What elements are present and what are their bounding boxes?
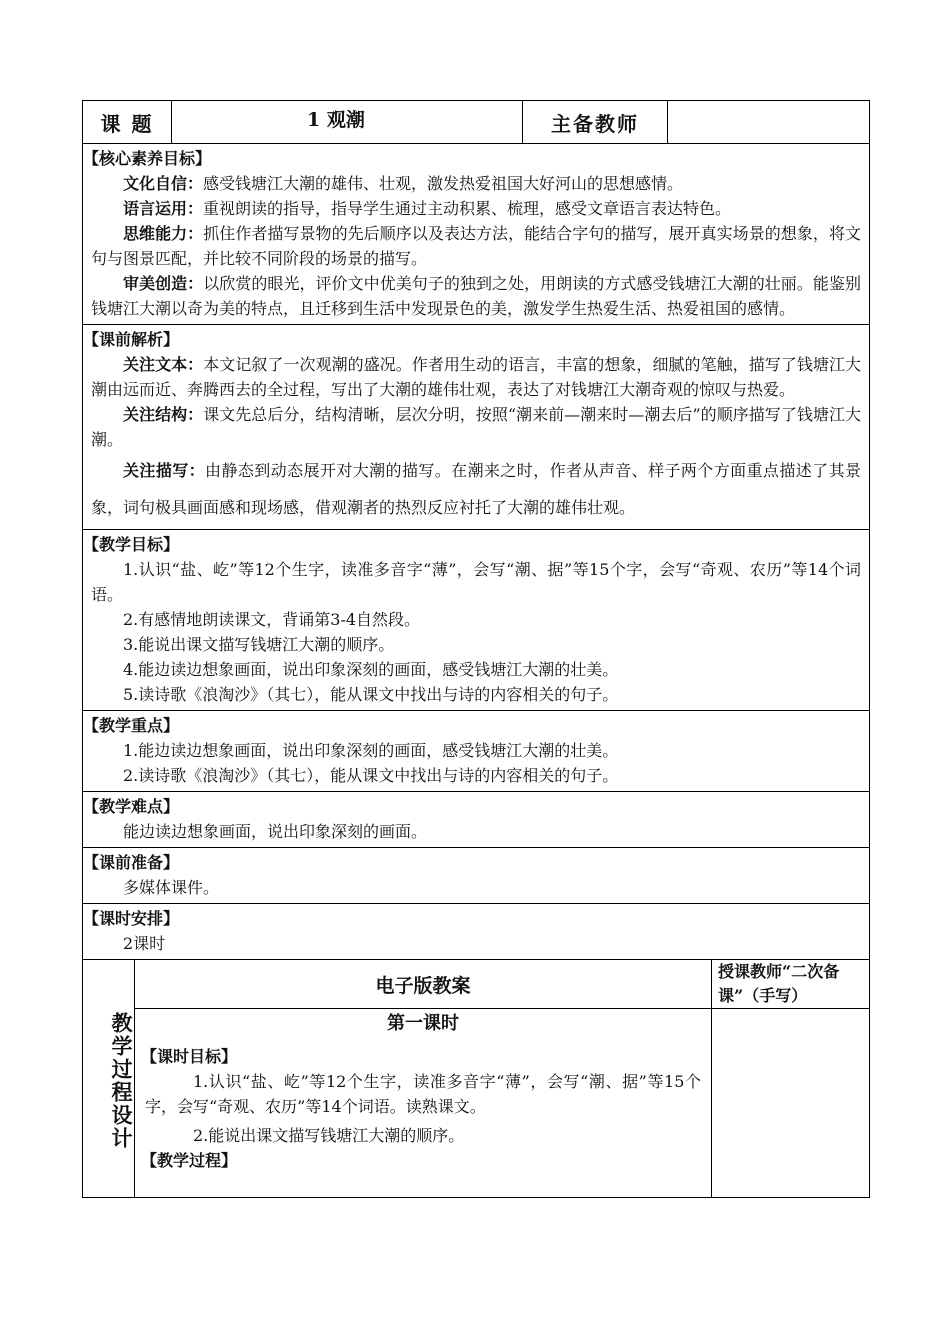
key-points-row (83, 711, 870, 792)
topic-value: 1 观潮 (172, 101, 523, 144)
process-table (82, 959, 870, 1198)
difficulties-text: 能边读边想象画面，说出印象深刻的画面。 (123, 822, 428, 841)
teaching-goal-item: 3.能说出课文描写钱塘江大潮的顺序。 (123, 635, 395, 654)
difficulties-row (83, 792, 870, 848)
pre-analysis-row (83, 325, 870, 530)
process-side-label: 教学过程设计 (83, 960, 135, 1198)
teaching-goals-heading: 【教学目标】 (83, 535, 180, 554)
teaching-goal-item: 2.有感情地朗读课文，背诵第3-4自然段。 (123, 610, 421, 629)
pre-analysis-item: 关注描写：由静态到动态展开对大潮的描写。在潮来之时，作者从声音、样子两个方面重点描述了其景象，词句极具画面感和现场感，借观潮者的热烈反应衬托了大潮的雄伟壮观。 (91, 461, 861, 517)
key-point-item: 1.能边读边想象画面，说出印象深刻的画面，感受钱塘江大潮的壮美。 (123, 741, 619, 760)
preparation-heading: 【课前准备】 (83, 853, 180, 872)
core-goal-item: 思维能力：抓住作者描写景物的先后顺序以及表达方法，能结合字句的描写，展开真实场景的想象，将文句与图景匹配，并比较不同阶段的场景的描写。 (91, 224, 861, 268)
second-prep-header: 授课教师“二次备课”（手写） (712, 960, 870, 1009)
topic-label: 课 题 (83, 101, 172, 144)
lesson-plan (82, 100, 869, 1198)
teaching-goal-item: 5.读诗歌《浪淘沙》（其七），能从课文中找出与诗的内容相关的句子。 (123, 685, 619, 704)
schedule-row (83, 904, 870, 960)
lesson-goal-item: 2.能说出课文描写钱塘江大潮的顺序。 (193, 1126, 465, 1145)
process-heading: 【教学过程】 (141, 1151, 238, 1170)
schedule-heading: 【课时安排】 (83, 909, 180, 928)
electronic-plan-header: 电子版教案 (135, 960, 712, 1009)
teaching-goal-item: 1.认识“盐、屹”等12个生字，读准多音字“薄”，会写“潮、据”等15个字，会写“奇观、农历”等14个词语。 (91, 560, 861, 604)
schedule-text: 2课时 (123, 934, 166, 953)
lesson-goals-heading: 【课时目标】 (141, 1047, 238, 1066)
preparation-text: 多媒体课件。 (123, 878, 220, 897)
core-goals-heading: 【核心素养目标】 (83, 149, 212, 168)
pre-analysis-item: 关注文本：本文记叙了一次观潮的盛况。作者用生动的语言，丰富的想象，细腻的笔触，描写了钱塘江大潮由远而近、奔腾西去的全过程，写出了大潮的雄伟壮观，表达了对钱塘江大潮奇观的惊叹与热爱。 (91, 355, 861, 399)
key-point-item: 2.读诗歌《浪淘沙》（其七），能从课文中找出与诗的内容相关的句子。 (123, 766, 619, 785)
teaching-goal-item: 4.能边读边想象画面，说出印象深刻的画面，感受钱塘江大潮的壮美。 (123, 660, 619, 679)
teacher-value (668, 101, 870, 144)
process-body-row (83, 1009, 870, 1198)
core-goals-row (83, 144, 870, 325)
pre-analysis-heading: 【课前解析】 (83, 330, 180, 349)
pre-analysis-item: 关注结构：课文先总后分，结构清晰，层次分明，按照“潮来前—潮来时—潮去后”的顺序描写了钱塘江大潮。 (91, 405, 861, 449)
core-goal-item: 文化自信：感受钱塘江大潮的雄伟、壮观，激发热爱祖国大好河山的思想感情。 (123, 174, 684, 193)
preparation-row (83, 848, 870, 904)
core-goal-item: 语言运用：重视朗读的指导，指导学生通过主动积累、梳理，感受文章语言表达特色。 (123, 199, 732, 218)
teaching-goals-row (83, 530, 870, 711)
key-points-heading: 【教学重点】 (83, 716, 180, 735)
difficulties-heading: 【教学难点】 (83, 797, 180, 816)
process-header-row (83, 960, 870, 1009)
header-row (83, 101, 870, 144)
handwritten-notes-area[interactable] (712, 1009, 870, 1198)
core-goal-item: 审美创造：以欣赏的眼光，评价文中优美句子的独到之处，用朗读的方式感受钱塘江大潮的壮丽。能鉴别钱塘江大潮以奇为美的特点，且迁移到生活中发现景色的美，激发学生热爱生活、热爱祖国的感情。 (91, 274, 861, 318)
lesson-plan-table (82, 100, 870, 960)
teacher-label: 主备教师 (523, 101, 668, 144)
lesson-title: 第一课时 (387, 1013, 459, 1034)
lesson-goal-item: 1.认识“盐、屹”等12个生字，读准多音字“薄”，会写“潮、据”等15个字，会写“奇观、农历”等14个词语。读熟课文。 (145, 1072, 701, 1116)
